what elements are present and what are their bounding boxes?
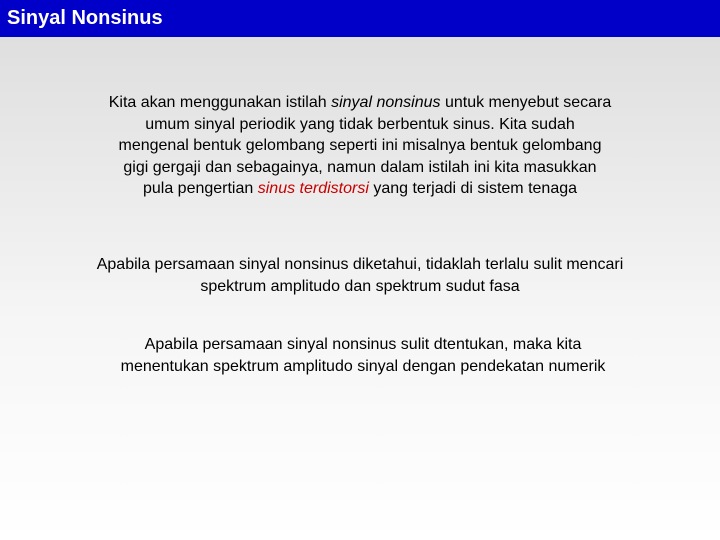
paragraph-numeric-approach: Apabila persamaan sinyal nonsinus sulit dtentukan, maka kita menentukan spektrum amplitudo sinyal dengan pendekatan numerik: [120, 336, 606, 375]
paragraph-known-equation: Apabila persamaan sinyal nonsinus diketahui, tidaklah terlalu sulit mencari spektrum amplitudo dan spektrum sudut fasa: [96, 256, 624, 295]
slide-title: Sinyal Nonsinus: [7, 7, 163, 29]
term-sinyal-nonsinus: sinyal nonsinus: [331, 94, 441, 111]
paragraph1-text-b: untuk menyebut secara umum sinyal periodik yang tidak berbentuk sinus. Kita sudah mengenal bentuk gelombang seperti ini misalnya bentuk gelombang gigi gergaji dan sebagainya, namun dalam istilah ini kita masukkan pula pengertian: [118, 94, 612, 197]
term-sinus-terdistorsi: sinus terdistorsi: [257, 180, 369, 197]
title-bar: [0, 0, 720, 37]
paragraph1-text-c: yang terjadi di sistem tenaga: [368, 180, 578, 197]
paragraph-nonsinus-definition: [108, 92, 612, 200]
paragraph1-text-a: Kita akan menggunakan istilah: [108, 94, 332, 111]
